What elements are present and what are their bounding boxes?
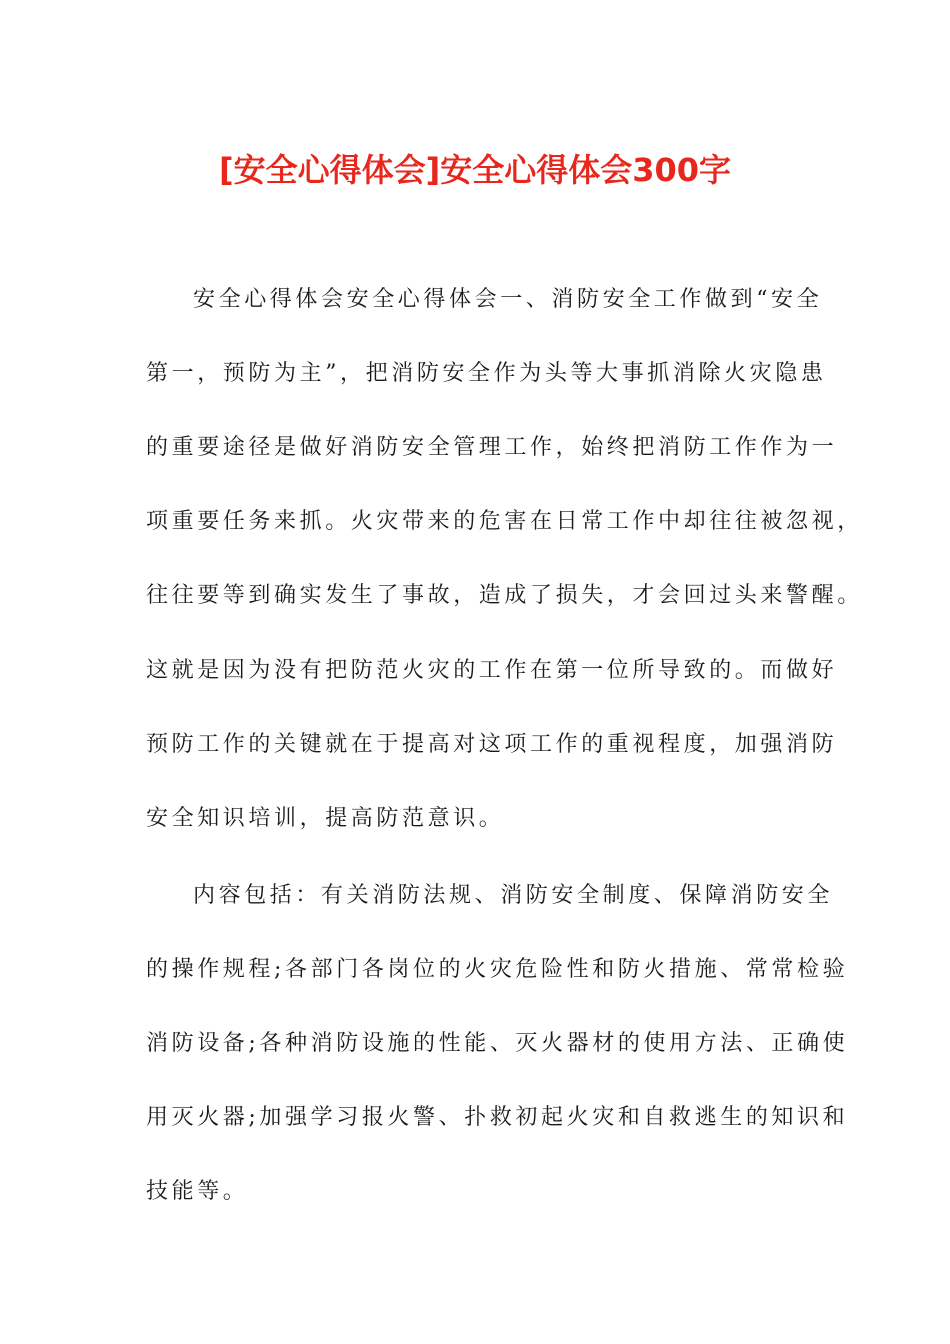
paragraph-line: 的操作规程;各部门各岗位的火灾危险性和防火措施、常常检验 [146, 957, 849, 982]
document-title: [安全心得体会]安全心得体会300字 [218, 151, 732, 189]
paragraph-line: 预防工作的关键就在于提高对这项工作的重视程度，加强消防 [146, 732, 838, 757]
paragraph-line: 内容包括：有关消防法规、消防安全制度、保障消防安全 [193, 883, 834, 908]
paragraph-line: 第一，预防为主”，把消防安全作为头等大事抓消除火灾隐患 [146, 361, 827, 386]
paragraph-line: 的重要途径是做好消防安全管理工作，始终把消防工作作为一 [146, 435, 838, 460]
paragraph-line: 这就是因为没有把防范火灾的工作在第一位所导致的。而做好 [146, 658, 838, 683]
paragraph-line: 安全心得体会安全心得体会一、消防安全工作做到“安全 [193, 287, 823, 312]
paragraph-line: 安全知识培训，提高防范意识。 [146, 806, 505, 831]
paragraph-line: 项重要任务来抓。火灾带来的危害在日常工作中却往往被忽视， [146, 509, 863, 534]
paragraph-line: 消防设备;各种消防设施的性能、灭火器材的使用方法、正确使 [146, 1031, 849, 1056]
paragraph-line: 用灭火器;加强学习报火警、扑救初起火灾和自救逃生的知识和 [146, 1105, 849, 1130]
paragraph-line: 往往要等到确实发生了事故，造成了损失，才会回过头来警醒。 [146, 583, 863, 608]
paragraph-line: 技能等。 [146, 1179, 249, 1204]
